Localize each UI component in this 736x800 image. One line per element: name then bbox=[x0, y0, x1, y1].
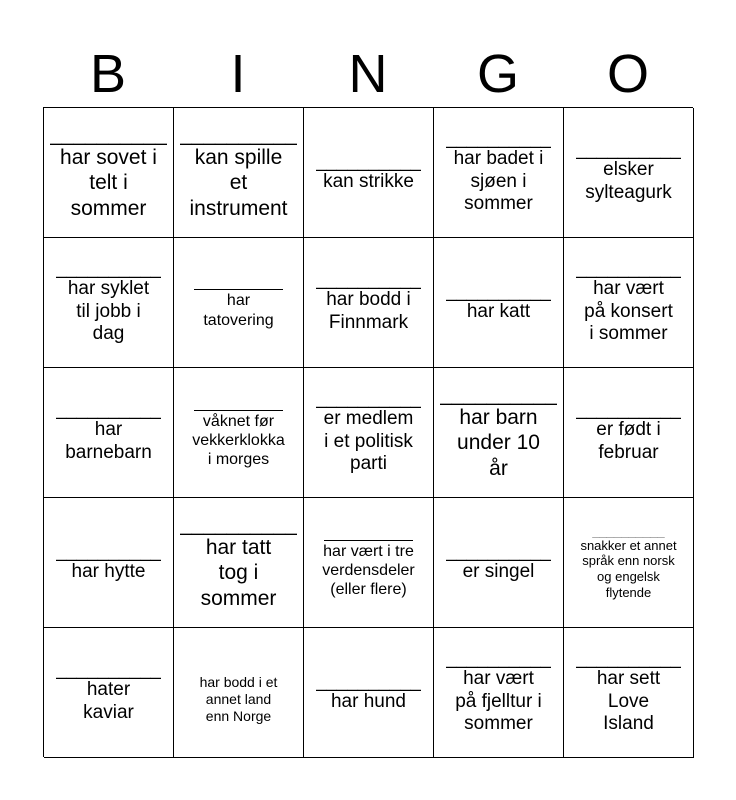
bingo-cell-r2c3[interactable] bbox=[304, 238, 434, 368]
name-blank: __________ bbox=[445, 281, 552, 301]
cell-prompt: har barnebarn bbox=[65, 419, 152, 463]
bingo-cell-r4c5[interactable] bbox=[564, 498, 694, 628]
name-blank: __________ bbox=[324, 525, 413, 542]
cell-prompt: har katt bbox=[466, 300, 531, 322]
bingo-cell-r5c5[interactable] bbox=[564, 628, 694, 758]
cell-prompt: kan spille et instrument bbox=[189, 146, 288, 220]
cell-prompt: er medlem i et politisk parti bbox=[323, 407, 414, 475]
bingo-cell-r4c4[interactable] bbox=[434, 498, 564, 628]
name-blank: __________ bbox=[575, 648, 682, 668]
cell-prompt: har bodd i et annet land enn Norge bbox=[199, 674, 278, 724]
cell-prompt: elsker sylteagurk bbox=[585, 159, 672, 203]
bingo-cell-r1c5[interactable] bbox=[564, 108, 694, 238]
name-blank: __________ bbox=[440, 384, 557, 406]
bingo-cell-r2c5[interactable] bbox=[564, 238, 694, 368]
header-letter-g: G bbox=[476, 44, 519, 104]
cell-prompt: snakker et annet språk enn norsk og engelsk flytende bbox=[580, 537, 677, 600]
name-blank: __________ bbox=[445, 541, 552, 561]
name-blank: __________ bbox=[445, 648, 552, 668]
bingo-cell-r4c3[interactable] bbox=[304, 498, 434, 628]
cell-prompt: har vært i tre verdensdeler (eller flere) bbox=[322, 542, 415, 599]
cell-prompt: har badet i sjøen i sommer bbox=[453, 147, 544, 215]
bingo-cell-r4c2[interactable] bbox=[174, 498, 304, 628]
name-blank: __________ bbox=[180, 514, 297, 536]
cell-prompt: er singel bbox=[462, 560, 535, 582]
name-blank: __________ bbox=[575, 400, 682, 420]
cell-prompt: har hytte bbox=[71, 560, 146, 582]
bingo-cell-r5c4[interactable] bbox=[434, 628, 564, 758]
bingo-cell-r3c2[interactable] bbox=[174, 368, 304, 498]
bingo-cell-r1c2[interactable] bbox=[174, 108, 304, 238]
bingo-cell-r2c4[interactable] bbox=[434, 238, 564, 368]
header-letter-n: N bbox=[348, 44, 388, 104]
name-blank: __________ bbox=[315, 151, 422, 171]
name-blank: __________ bbox=[592, 524, 665, 538]
bingo-cell-r1c4[interactable] bbox=[434, 108, 564, 238]
bingo-cell-r1c1[interactable] bbox=[44, 108, 174, 238]
bingo-cell-r3c3[interactable] bbox=[304, 368, 434, 498]
name-blank: __________ bbox=[315, 671, 422, 691]
bingo-cell-r3c5[interactable] bbox=[564, 368, 694, 498]
bingo-header bbox=[43, 40, 693, 108]
bingo-cell-r2c1[interactable] bbox=[44, 238, 174, 368]
name-blank: __________ bbox=[315, 388, 422, 408]
name-blank: __________ bbox=[194, 275, 283, 292]
name-blank: __________ bbox=[445, 128, 552, 148]
name-blank: __________ bbox=[315, 270, 422, 290]
cell-prompt: kan strikke bbox=[323, 170, 414, 192]
name-blank: __________ bbox=[55, 660, 162, 680]
header-letter-o: O bbox=[606, 44, 649, 104]
header-letter-b: B bbox=[89, 44, 127, 104]
bingo-cell-r4c1[interactable] bbox=[44, 498, 174, 628]
cell-prompt: har sett Love Island bbox=[596, 667, 661, 735]
cell-prompt: har vært på fjelltur i sommer bbox=[455, 667, 542, 735]
name-blank: __________ bbox=[50, 124, 167, 146]
cell-prompt: har bodd i Finnmark bbox=[326, 289, 411, 333]
name-blank: __________ bbox=[199, 660, 278, 675]
cell-prompt: har sovet i telt i sommer bbox=[60, 146, 157, 220]
name-blank: __________ bbox=[55, 400, 162, 420]
bingo-cell-r5c1[interactable] bbox=[44, 628, 174, 758]
cell-prompt: er født i februar bbox=[596, 419, 661, 463]
cell-prompt: har tatovering bbox=[203, 292, 274, 329]
bingo-grid bbox=[43, 107, 693, 757]
bingo-cell-r5c3[interactable] bbox=[304, 628, 434, 758]
name-blank: __________ bbox=[194, 395, 283, 412]
cell-prompt: hater kaviar bbox=[83, 679, 134, 723]
bingo-cell-r1c3[interactable] bbox=[304, 108, 434, 238]
name-blank: __________ bbox=[575, 140, 682, 160]
cell-prompt: har tatt tog i sommer bbox=[200, 536, 277, 610]
name-blank: __________ bbox=[575, 258, 682, 278]
bingo-cell-r5c2[interactable] bbox=[174, 628, 304, 758]
cell-prompt: har syklet til jobb i dag bbox=[67, 277, 150, 345]
name-blank: __________ bbox=[55, 258, 162, 278]
cell-prompt: har barn under 10 år bbox=[457, 406, 540, 480]
name-blank: __________ bbox=[55, 541, 162, 561]
bingo-cell-r3c1[interactable] bbox=[44, 368, 174, 498]
cell-prompt: har vært på konsert i sommer bbox=[584, 277, 673, 345]
name-blank: __________ bbox=[180, 124, 297, 146]
cell-prompt: våknet før vekkerklokka i morges bbox=[192, 412, 285, 469]
cell-prompt: har hund bbox=[330, 690, 406, 712]
bingo-cell-r3c4[interactable] bbox=[434, 368, 564, 498]
header-letter-i: I bbox=[230, 44, 246, 104]
bingo-cell-r2c2[interactable] bbox=[174, 238, 304, 368]
